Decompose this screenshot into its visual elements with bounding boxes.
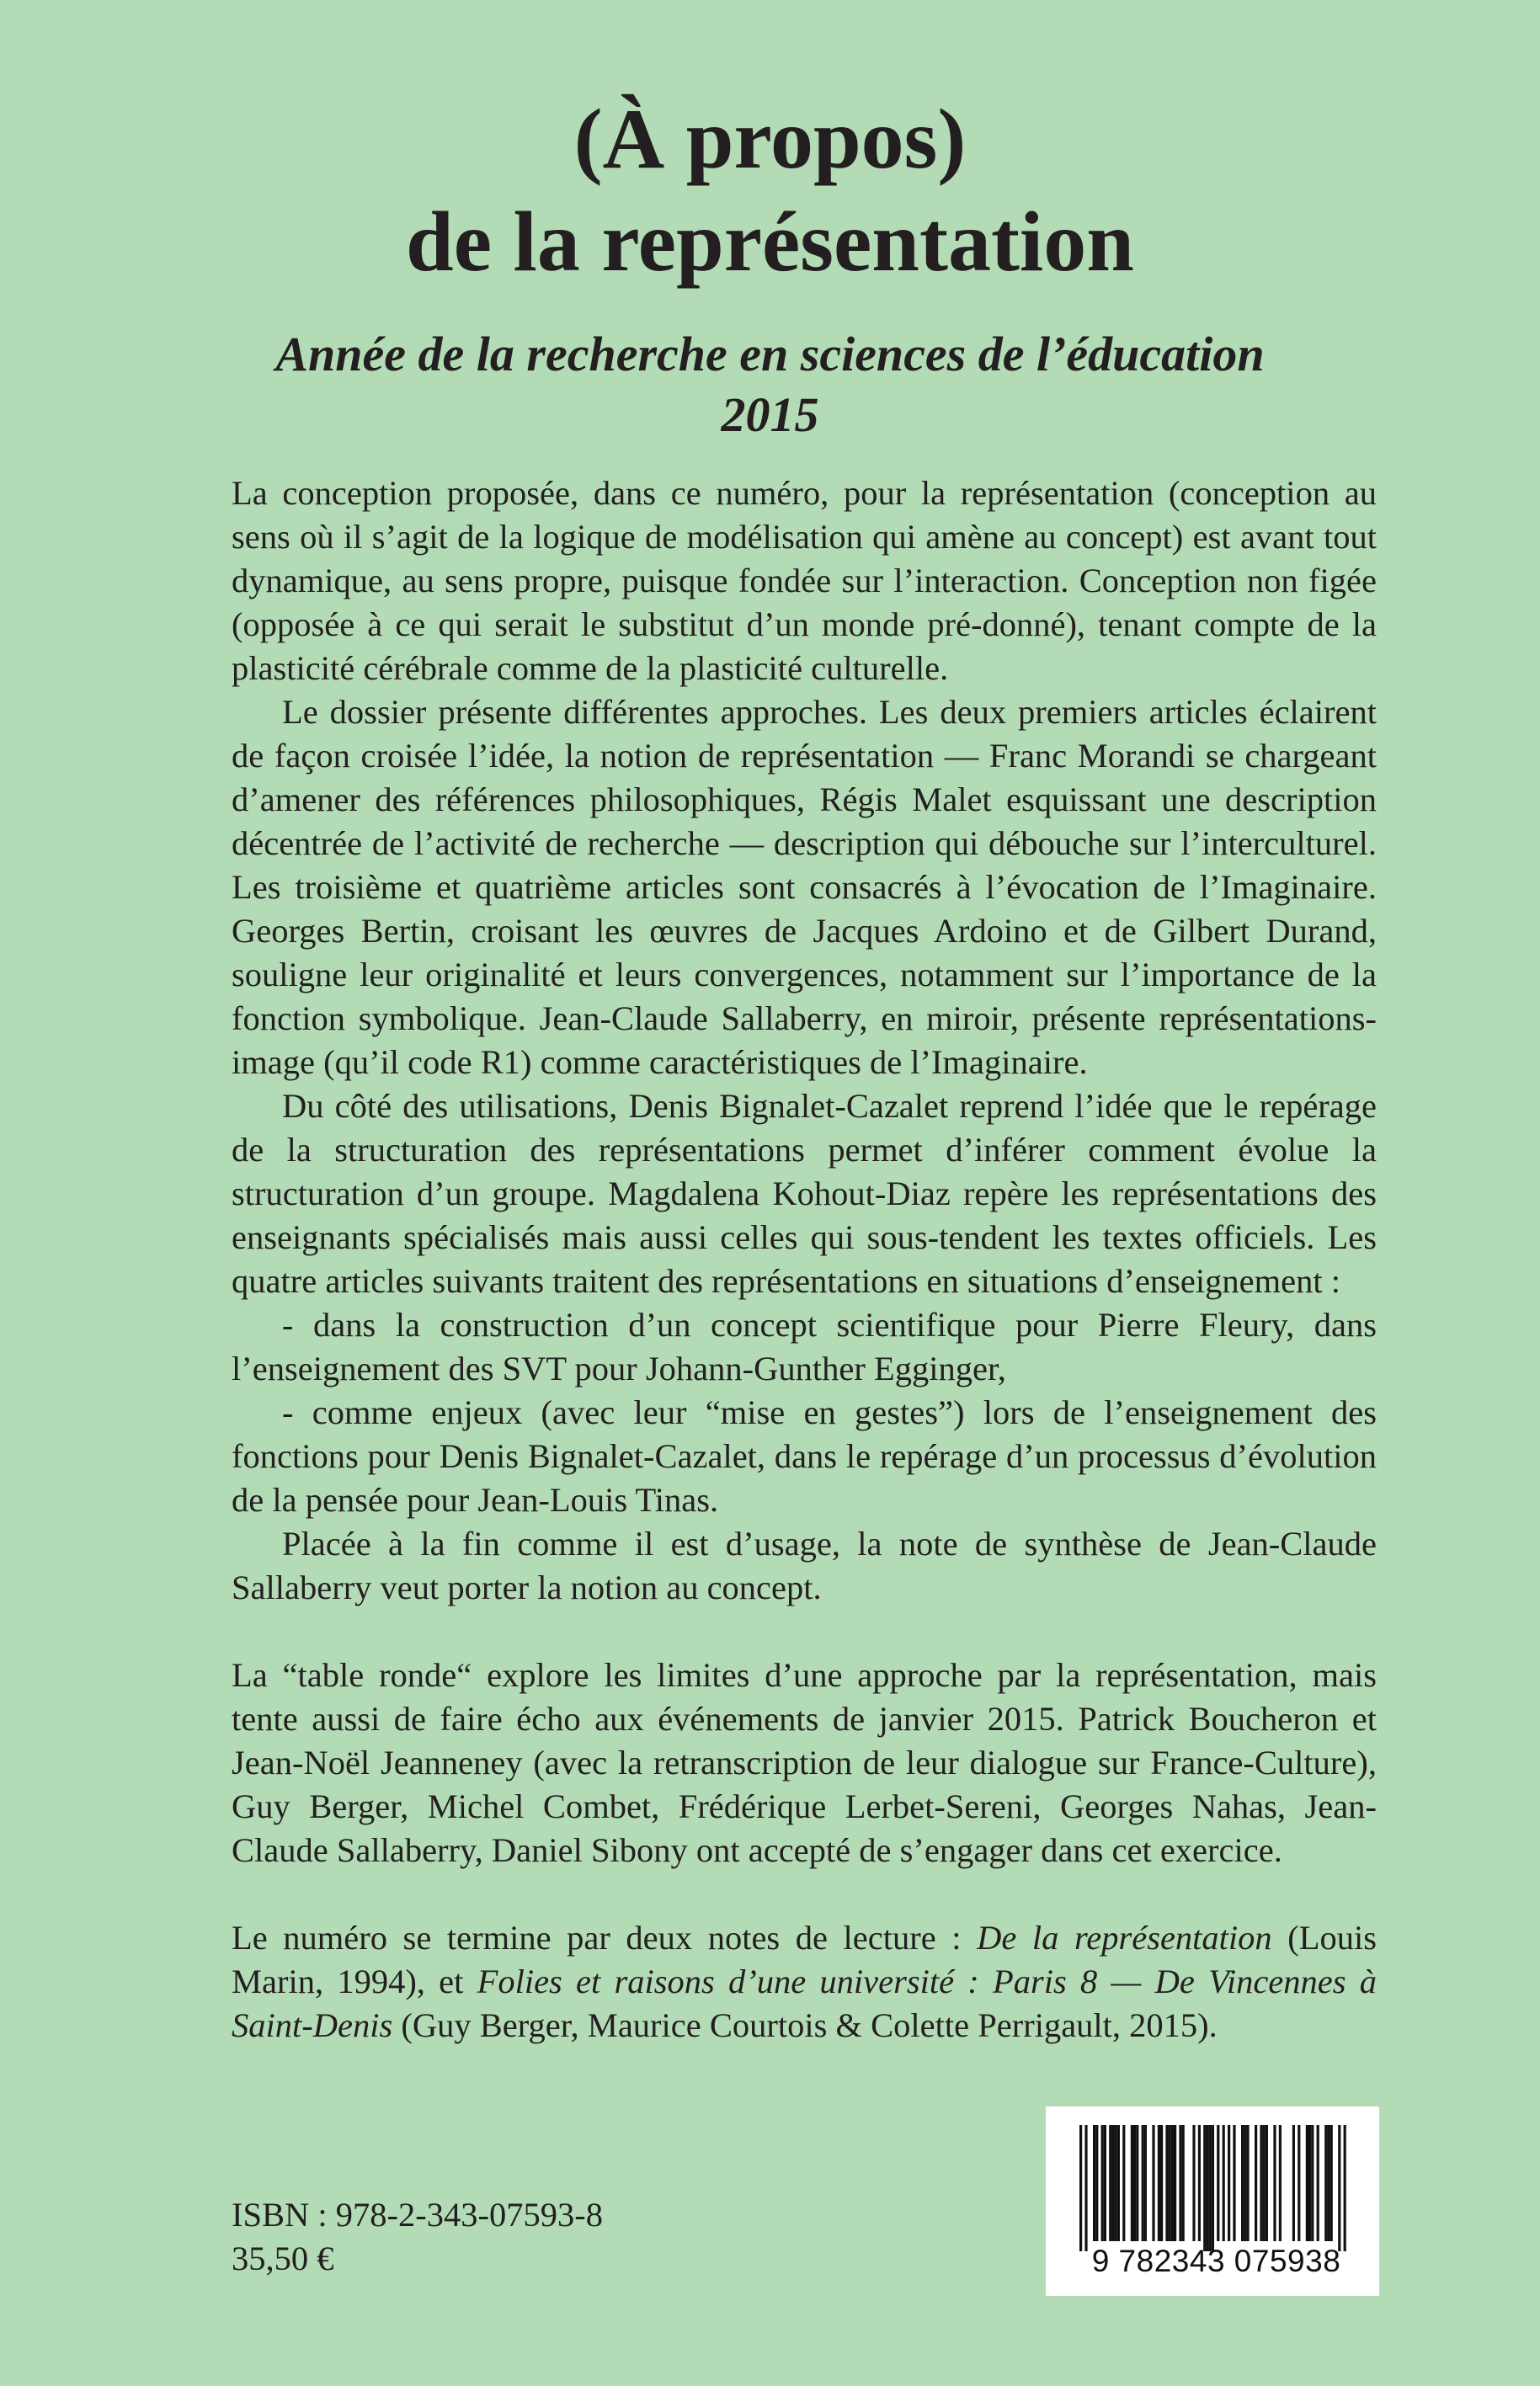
barcode-bar xyxy=(1263,2125,1266,2241)
barcode-bar xyxy=(1266,2125,1268,2241)
paragraph-1: La conception proposée, dans ce numéro, pour la représentation (conception au sens où il s’agit de la logique de modélisation qui amène au concept) est avant tout dynamique, au sens propre, puisque fondée sur l’interaction. Conception non figée (opposée à ce qui serait le substitut d’un monde pré-donné), tenant compte de la plasticité cérébrale comme de la plasticité culturelle. xyxy=(232,474,1377,687)
barcode-bar xyxy=(1158,2125,1160,2241)
barcode-bar xyxy=(1306,2125,1308,2241)
barcode-bar xyxy=(1244,2125,1246,2241)
paragraph-5: - comme enjeux (avec leur “mise en gestes”) lors de l’enseignement des fonctions pour Denis Bignalet-Cazalet, dans le repérage d’un processus d’évolution de la pensée pour Jean-Louis Tinas. xyxy=(232,1393,1377,1519)
paragraph-table-ronde: La “table ronde“ explore les limites d’une approche par la représentation, mais tente aussi de faire écho aux événements de janvier 2015. Patrick Boucheron et Jean-Noël Jeanneney (avec la retranscription de leur dialogue sur France-Culture), Guy Berger, Michel Combet, Frédérique Lerbet-Sereni, Georges Nahas, Jean-Claude Sallaberry, Daniel Sibony ont accepté de s’engager dans cet exercice. xyxy=(232,1656,1377,1869)
barcode-bar xyxy=(1246,2125,1249,2241)
barcode-bar xyxy=(1330,2125,1333,2241)
book-ref-2: Folies et raisons d’une université : Paris 8 — De Vincennes à Saint-Denis xyxy=(232,1963,1377,2044)
notes-end: (Guy Berger, Maurice Courtois & Colette Perrigault, 2015). xyxy=(392,2006,1218,2044)
barcode-bar xyxy=(1241,2125,1244,2241)
barcode-bar xyxy=(1174,2125,1176,2241)
notes-mid: (Louis Marin, 1994), et xyxy=(232,1919,1377,2000)
notes-intro: Le numéro se termine par deux notes de lecture : xyxy=(232,1919,978,1957)
barcode-bar xyxy=(1324,2125,1327,2241)
barcode-bar xyxy=(1260,2125,1262,2241)
barcode xyxy=(1046,2106,1379,2296)
subtitle-line-1: Année de la recherche en sciences de l’éducation xyxy=(275,327,1265,381)
barcode-bar xyxy=(1198,2125,1201,2241)
barcode-bar xyxy=(1160,2125,1163,2241)
barcode-bar xyxy=(1203,2125,1206,2251)
barcode-bar xyxy=(1255,2125,1257,2241)
paragraph-6: Placée à la fin comme il est d’usage, la note de synthèse de Jean-Claude Sallaberry veut porter la notion au concept. xyxy=(232,1525,1377,1606)
barcode-bar xyxy=(1111,2125,1114,2241)
paragraph-3: Du côté des utilisations, Denis Bignalet-Cazalet reprend l’idée que le repérage de la structuration des représentations permet d’inférer comment évolue la structuration d’un groupe. Magdalena Kohout-Diaz repère les représentations des enseignants spécialisés mais aussi celles qui sous-tendent les textes officiels. Les quatre articles suivants traitent des représentations en situations d’enseignement : xyxy=(232,1087,1377,1300)
barcode-bar xyxy=(1171,2125,1174,2241)
barcode-bar xyxy=(1338,2125,1340,2251)
barcode-bar xyxy=(1079,2125,1082,2251)
paragraph-notes-de-lecture xyxy=(232,1916,1377,2048)
barcode-bar xyxy=(1317,2125,1319,2241)
barcode-bar xyxy=(1122,2125,1125,2241)
book-title xyxy=(0,88,1540,294)
barcode-bar xyxy=(1101,2125,1104,2241)
barcode-bar xyxy=(1117,2125,1120,2241)
barcode-bar xyxy=(1152,2125,1154,2241)
barcode-bar xyxy=(1209,2125,1212,2251)
barcode-bar xyxy=(1109,2125,1111,2241)
barcode-bar xyxy=(1144,2125,1147,2241)
isbn: ISBN : 978-2-343-07593-8 xyxy=(232,2196,603,2234)
paragraph-2: Le dossier présente différentes approches. Les deux premiers articles éclairent de façon croisée l’idée, la notion de représentation — Franc Morandi se chargeant d’amener des références philosophiques, Régis Malet esquissant une description décentrée de l’activité de recherche — description qui débouche sur l’interculturel. Les troisième et quatrième articles sont consacrés à l’évocation de l’Imaginaire. Georges Bertin, croisant les œuvres de Jacques Ardoino et de Gilbert Durand, souligne leur originalité et leurs convergences, notamment sur l’importance de la fonction symbolique. Jean-Claude Sallaberry, en miroir, présente représentations-image (qu’il code R1) comme caractéristiques de l’Imaginaire. xyxy=(232,693,1377,1081)
barcode-bar xyxy=(1179,2125,1181,2241)
barcode-bar xyxy=(1273,2125,1276,2241)
barcode-bar xyxy=(1131,2125,1133,2241)
barcode-bar xyxy=(1142,2125,1144,2241)
barcode-bar xyxy=(1165,2125,1168,2241)
barcode-bar xyxy=(1136,2125,1138,2241)
barcode-bar xyxy=(1298,2125,1300,2241)
barcode-bar xyxy=(1212,2125,1214,2251)
barcode-bar xyxy=(1308,2125,1311,2241)
barcode-bar xyxy=(1133,2125,1136,2241)
barcode-bar xyxy=(1292,2125,1295,2241)
barcode-bar xyxy=(1182,2125,1185,2241)
title-line-1: (À propos) xyxy=(573,92,967,187)
isbn-price-block xyxy=(232,2193,603,2281)
barcode-digits: 9 782343 075938 xyxy=(1091,2244,1341,2278)
barcode-bar xyxy=(1223,2125,1225,2241)
barcode-bar xyxy=(1115,2125,1117,2241)
barcode-bar xyxy=(1104,2125,1106,2241)
barcode-bar xyxy=(1217,2125,1219,2241)
barcode-bar xyxy=(1095,2125,1098,2241)
barcode-bar xyxy=(1327,2125,1330,2241)
barcode-bar xyxy=(1084,2125,1087,2251)
price: 35,50 € xyxy=(232,2240,334,2277)
barcode-bar xyxy=(1344,2125,1346,2251)
book-subtitle xyxy=(0,324,1540,445)
barcode-bar xyxy=(1311,2125,1314,2241)
blurb-text xyxy=(232,471,1377,2048)
barcode-bar xyxy=(1093,2125,1095,2241)
barcode-bar xyxy=(1279,2125,1282,2241)
barcode-bar xyxy=(1206,2125,1208,2251)
subtitle-line-2: 2015 xyxy=(721,387,819,442)
barcode-bar xyxy=(1228,2125,1230,2241)
title-line-2: de la représentation xyxy=(405,194,1134,290)
book-ref-1: De la représentation xyxy=(977,1919,1272,1957)
paragraph-4: - dans la construction d’un concept scientifique pour Pierre Fleury, dans l’enseignement des SVT pour Johann-Gunther Egginger, xyxy=(232,1306,1377,1387)
barcode-bar xyxy=(1169,2125,1171,2241)
barcode-bar xyxy=(1192,2125,1195,2241)
barcode-bar xyxy=(1233,2125,1235,2241)
